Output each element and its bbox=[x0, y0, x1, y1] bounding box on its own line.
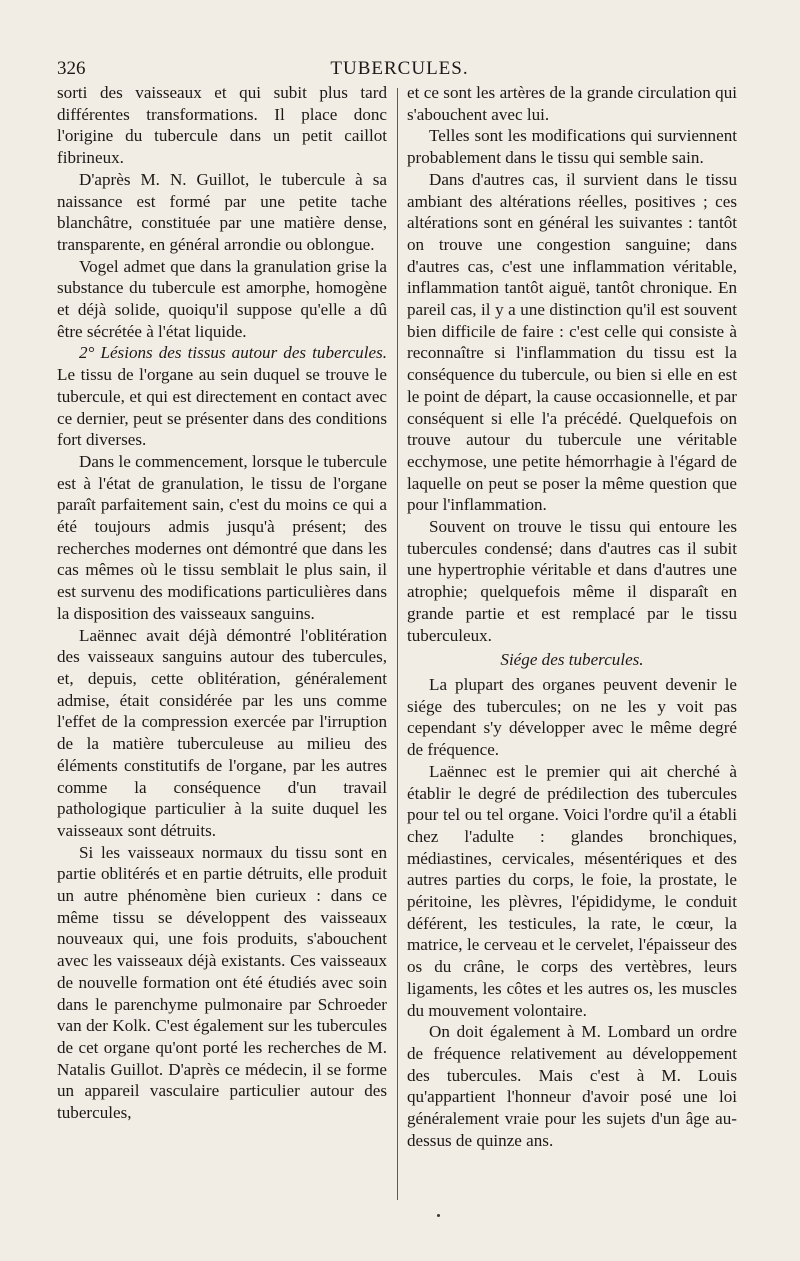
paragraph: Dans d'autres cas, il survient dans le tissu ambiant des altérations réelles, positives ; ces altérations sont en général les suivantes : tantôt on trouve une congestion sanguine; dans d'autres cas, c'est une inflammation véritable, inflammation tantôt aiguë, tantôt chronique. En pareil cas, il y a une distinction qu'il est souvent bien difficile de faire : c'est celle qui consiste à reconnaître si l'inflammation du tissu est la conséquence du tubercule, ou bien si elle en est le point de départ, la cause occasionnelle, et par conséquent si elle l'a précédé. Quelquefois on trouve autour du tubercule une véritable ecchymose, une petite hémorrhagie à l'égard de laquelle on peut se poser la même question que pour l'inflammation. bbox=[407, 169, 737, 515]
column-divider bbox=[397, 88, 398, 1200]
section-text: Le tissu de l'organe au sein duquel se trouve le tubercule, et qui est directement en contact avec ce dernier, peut se présenter dans des conditions fort diverses. bbox=[57, 365, 387, 450]
paragraph: Laënnec est le premier qui ait cherché à établir le degré de prédilection des tubercules pour tel ou tel organe. Voici l'ordre qu'il a établi chez l'adulte : glandes bronchiques, médiastines, cervicales, mésentériques et des autres parties du corps, le foie, la prostate, le péritoine, les plèvres, l'épididyme, le conduit déférent, les testicules, la rate, le cœur, la matrice, le cerveau et le cervelet, l'épaisseur des os du crâne, le corps des vertèbres, leurs ligaments, les côtes et les autres os, les muscles du mouvement volontaire. bbox=[407, 761, 737, 1020]
section-paragraph bbox=[57, 342, 387, 451]
paragraph: D'après M. N. Guillot, le tubercule à sa naissance est formé par une petite tache blanchâtre, constituée par une matière dense, transparente, en général arrondie ou oblongue. bbox=[57, 169, 387, 254]
paragraph: et ce sont les artères de la grande circulation qui s'abouchent avec lui. bbox=[407, 83, 737, 124]
paragraph: Telles sont les modifications qui surviennent probablement dans le tissu qui semble sain. bbox=[407, 126, 737, 168]
paragraph: Vogel admet que dans la granulation grise la substance du tubercule est amorphe, homogène et déjà solide, quoiqu'il suppose qu'elle a dû être sécrétée à l'état liquide. bbox=[57, 256, 387, 341]
paragraph: sorti des vaisseaux et qui subit plus tard différentes transformations. Il place donc l'origine du tubercule dans un petit caillot fibrineux. bbox=[57, 83, 387, 168]
section-lead: 2° Lésions des tissus autour des tubercules. bbox=[79, 343, 387, 363]
paragraph: La plupart des organes peuvent devenir le siége des tubercules; on ne les y voit pas cependant s'y développer avec le même degré de fréquence. bbox=[407, 674, 737, 760]
section-heading: Siége des tubercules. bbox=[500, 650, 644, 670]
paragraph: On doit également à M. Lombard un ordre de fréquence relativement au développement des tubercules. Mais c'est à M. Louis qu'appartient l'honneur d'avoir posé une loi généralement vraie pour les sujets d'un âge au-dessus de quinze ans. bbox=[407, 1022, 737, 1150]
left-column bbox=[57, 82, 387, 1124]
paragraph: Souvent on trouve le tissu qui entoure les tubercules condensé; dans d'autres cas il subit une hypertrophie véritable et dans d'autres une atrophie; quelquefois même il disparaît en grande partie et est remplacé par le tissu tuberculeux. bbox=[407, 517, 737, 645]
running-title: TUBERCULES. bbox=[330, 58, 469, 79]
paragraph: Dans le commencement, lorsque le tubercule est à l'état de granulation, le tissu de l'organe paraît parfaitement sain, c'est du moins ce qui a été toujours admis jusqu'à présent; des recherches modernes ont démontré que dans les cas mêmes où le tissu semblait le plus sain, il est survenu des modifications particulières dans la disposition des vaisseaux sanguins. bbox=[57, 451, 387, 623]
page-number: 326 bbox=[57, 58, 86, 79]
print-mark bbox=[437, 1214, 440, 1217]
right-column bbox=[407, 82, 737, 1151]
paragraph: Si les vaisseaux normaux du tissu sont en partie oblitérés et en partie détruits, elle produit un autre phénomène bien curieux : dans ce même tissu se développent des vaisseaux nouveaux qui, une fois produits, s'abouchent avec les vaisseaux déjà existants. Ces vaisseaux de nouvelle formation ont été étudiés avec soin dans le parenchyme pulmonaire par Schroeder van der Kolk. C'est également sur les tubercules de cet organe qu'ont porté les recherches de M. Natalis Guillot. D'après ce médecin, il se forme un appareil vasculaire particulier autour des tubercules, bbox=[57, 842, 387, 1123]
paragraph: Laënnec avait déjà démontré l'oblitération des vaisseaux sanguins autour des tubercules, et, depuis, cette oblitération, généralement admise, était considérée par les uns comme l'effet de la compression exercée par l'irruption de la matière tuberculeuse au milieu des éléments constitutifs de l'organe, par les autres comme la conséquence d'un travail pathologique particulier à la suite duquel les vaisseaux sont détruits. bbox=[57, 625, 387, 840]
